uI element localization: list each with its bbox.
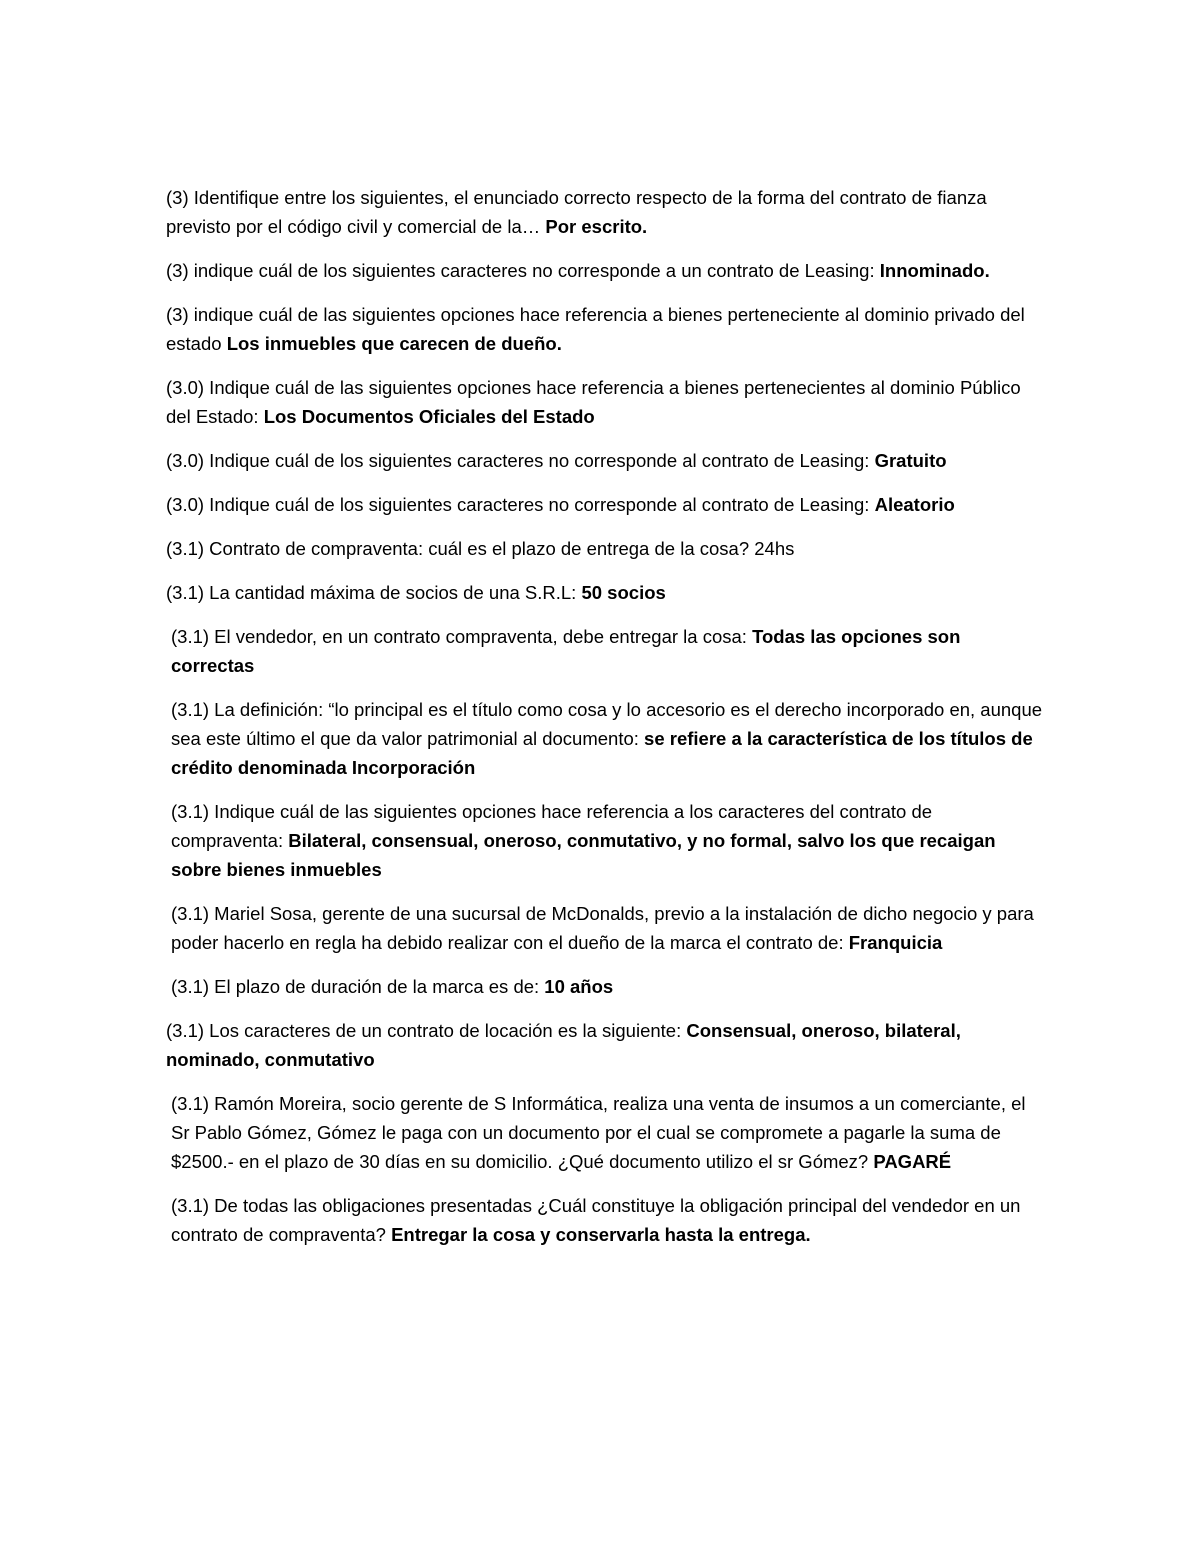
question-answer: se refiere a la característica de los títulos de crédito denominada Incorporación — [171, 728, 1033, 778]
question-code: (3) — [166, 304, 189, 325]
question-answer: Los Documentos Oficiales del Estado — [263, 406, 595, 427]
question-code: (3.1) — [171, 626, 210, 647]
question-text: Mariel Sosa, gerente de una sucursal de McDonalds, previo a la instalación de dicho negocio y para poder hacerlo en regla ha debido realizar con el dueño de la marca el contrato de: — [171, 903, 1034, 953]
question-answer: Entregar la cosa y conservarla hasta la entrega. — [391, 1224, 811, 1245]
question-answer: Gratuito — [874, 450, 947, 471]
question-answer: 50 socios — [581, 582, 666, 603]
question-3 — [166, 300, 1046, 358]
question-text: Contrato de compraventa: cuál es el plazo de entrega de la cosa? 24hs — [204, 538, 795, 559]
question-text: indique cuál de las siguientes opciones hace referencia a bienes perteneciente al dominio privado del estado — [166, 304, 1025, 354]
question-8 — [166, 578, 1046, 607]
question-13 — [166, 972, 1046, 1001]
question-14 — [166, 1016, 1046, 1074]
question-code: (3.1) — [166, 538, 205, 559]
question-text: indique cuál de los siguientes caracteres no corresponde a un contrato de Leasing: — [188, 260, 880, 281]
question-text: Indique cuál de las siguientes opciones hace referencia a los caracteres del contrato de compraventa: — [171, 801, 933, 851]
question-2 — [166, 256, 1046, 285]
question-7 — [166, 534, 1046, 563]
question-code: (3.1) — [166, 1020, 205, 1041]
question-answer: Consensual, oneroso, bilateral, nominado, conmutativo — [166, 1020, 961, 1070]
question-answer: Franquicia — [848, 932, 943, 953]
question-text: De todas las obligaciones presentadas ¿Cuál constituye la obligación principal del vendedor en un contrato de compraventa? — [171, 1195, 1021, 1245]
question-15 — [166, 1089, 1046, 1176]
question-text: La definición: “lo principal es el título como cosa y lo accesorio es el derecho incorporado en, aunque sea este último el que da valor patrimonial al documento: — [171, 699, 1043, 749]
question-answer: Todas las opciones son correctas — [171, 626, 961, 676]
question-answer: Bilateral, consensual, oneroso, conmutativo, y no formal, salvo los que recaigan sobre bienes inmuebles — [171, 830, 996, 880]
question-code: (3) — [166, 260, 189, 281]
question-code: (3.1) — [171, 1195, 210, 1216]
question-answer: PAGARÉ — [873, 1151, 952, 1172]
question-answer: Aleatorio — [874, 494, 955, 515]
question-text: Ramón Moreira, socio gerente de S Informática, realiza una venta de insumos a un comerciante, el Sr Pablo Gómez, Gómez le paga con un documento por el cual se compromete a pagarle la suma de $2500.- en el plazo de 30 días en su domicilio. ¿Qué documento utilizo el sr Gómez? — [171, 1093, 1026, 1172]
question-answer: 10 años — [544, 976, 614, 997]
question-answer: Innominado. — [879, 260, 990, 281]
question-code: (3) — [166, 187, 189, 208]
question-4 — [166, 373, 1046, 431]
question-code: (3.0) — [166, 450, 205, 471]
question-text: Los caracteres de un contrato de locación es la siguiente: — [204, 1020, 687, 1041]
document-page — [166, 183, 1046, 1264]
question-6 — [166, 490, 1046, 519]
question-text: Indique cuál de los siguientes caracteres no corresponde al contrato de Leasing: — [204, 494, 875, 515]
question-11 — [166, 797, 1046, 884]
question-5 — [166, 446, 1046, 475]
question-code: (3.1) — [171, 1093, 210, 1114]
question-code: (3.1) — [171, 801, 210, 822]
question-1 — [166, 183, 1046, 241]
question-text: El vendedor, en un contrato compraventa, debe entregar la cosa: — [209, 626, 753, 647]
question-text: El plazo de duración de la marca es de: — [209, 976, 545, 997]
question-code: (3.1) — [171, 699, 210, 720]
question-9 — [166, 622, 1046, 680]
question-answer: Los inmuebles que carecen de dueño. — [226, 333, 562, 354]
question-code: (3.1) — [171, 903, 210, 924]
question-code: (3.1) — [166, 582, 205, 603]
question-text: Identifique entre los siguientes, el enunciado correcto respecto de la forma del contrato de fianza previsto por el código civil y comercial de la… — [166, 187, 987, 237]
question-code: (3.0) — [166, 377, 205, 398]
question-text: Indique cuál de los siguientes caracteres no corresponde al contrato de Leasing: — [204, 450, 875, 471]
question-text: La cantidad máxima de socios de una S.R.L: — [204, 582, 582, 603]
question-code: (3.0) — [166, 494, 205, 515]
question-code: (3.1) — [171, 976, 210, 997]
question-10 — [166, 695, 1046, 782]
question-answer: Por escrito. — [545, 216, 648, 237]
question-text: Indique cuál de las siguientes opciones hace referencia a bienes pertenecientes al dominio Público del Estado: — [166, 377, 1021, 427]
question-12 — [166, 899, 1046, 957]
question-16 — [166, 1191, 1046, 1249]
